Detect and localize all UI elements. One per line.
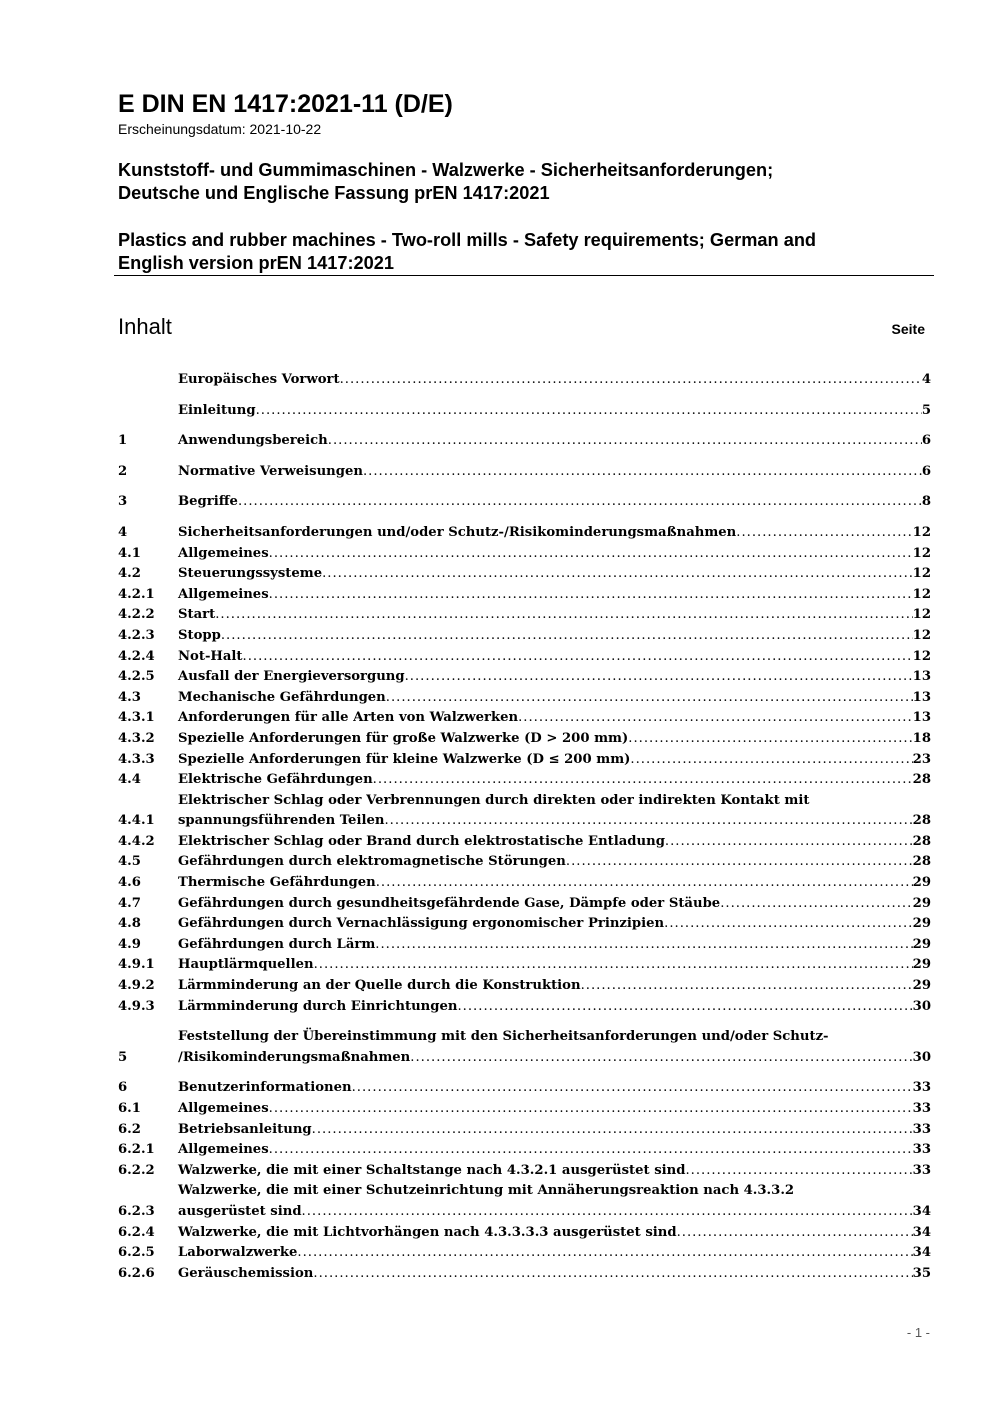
- toc-entry-line: [178, 401, 931, 422]
- toc-leader-dots: [363, 462, 922, 483]
- toc-entry-title: Benutzerinformationen: [178, 1080, 352, 1096]
- toc-entry-title: Allgemeines: [178, 1101, 269, 1116]
- toc-entry[interactable]: [118, 688, 931, 709]
- toc-entry-body: [178, 976, 931, 997]
- toc-entry-body: [178, 750, 931, 771]
- toc-entry-body: [178, 770, 931, 791]
- toc-entry-title: Begriffe: [178, 494, 238, 510]
- toc-entry-body: [178, 935, 931, 956]
- toc-entry[interactable]: [118, 1264, 931, 1285]
- toc-entry-page: 8: [921, 494, 931, 510]
- publication-date: Erscheinungsdatum: 2021-10-22: [118, 121, 322, 137]
- toc-entry-body: [178, 708, 931, 729]
- toc-entry-line: [178, 667, 931, 688]
- toc-entry-page: 29: [912, 916, 931, 932]
- toc-leader-dots: [665, 832, 913, 853]
- toc-leader-dots: [630, 750, 912, 771]
- toc-entry-number: 4.7: [118, 895, 141, 911]
- toc-entry-page: 23: [912, 751, 931, 767]
- toc-entry-page: 33: [912, 1162, 931, 1178]
- toc-entry-title: Normative Verweisungen: [178, 463, 363, 479]
- toc-entry-page: 29: [912, 895, 931, 911]
- toc-entry[interactable]: [118, 401, 931, 422]
- toc-entry-line: [178, 1120, 931, 1141]
- title-english-line: English version prEN 1417:2021: [118, 253, 394, 273]
- toc-entry-title: Anwendungsbereich: [178, 433, 328, 449]
- toc-entry[interactable]: [118, 935, 931, 956]
- toc-entry-page: 13: [912, 669, 931, 685]
- toc-entry-title: Allgemeines: [178, 545, 269, 561]
- toc-entry-number: 3: [118, 494, 128, 510]
- toc-entry-number: 4.9: [118, 936, 141, 952]
- toc-leader-dots: [269, 585, 913, 606]
- toc-entry[interactable]: [118, 1243, 931, 1264]
- toc-entry-line: [178, 708, 931, 729]
- toc-entry-page: 29: [912, 978, 931, 994]
- toc-entry-body: [178, 431, 931, 452]
- toc-entry-title: Gefährdungen durch Vernachlässigung ergonomischer Prinzipien: [178, 916, 665, 932]
- toc-entry-title: Betriebsanleitung: [178, 1121, 312, 1137]
- toc-leader-dots: [410, 1048, 912, 1069]
- toc-entry-line: [178, 647, 931, 668]
- toc-entry[interactable]: [118, 1120, 931, 1141]
- toc-entry-body: [178, 1264, 931, 1285]
- title-english: [118, 229, 816, 275]
- toc-entry-number: 4.2: [118, 566, 141, 582]
- toc-entry-number: 6.2.5: [118, 1245, 155, 1261]
- toc-leader-dots: [384, 811, 912, 832]
- toc-entry-number: 4.2.4: [118, 648, 155, 664]
- toc-entry-line: [178, 750, 931, 771]
- toc-entry[interactable]: [118, 729, 931, 750]
- toc-entry-page: 33: [912, 1142, 931, 1158]
- toc-entry-line: [178, 688, 931, 709]
- toc-entry-number: 4.5: [118, 854, 141, 870]
- page-number: - 1 -: [906, 1325, 930, 1340]
- toc-entry-page: 33: [912, 1080, 931, 1096]
- toc-leader-dots: [269, 544, 913, 565]
- toc-entry-line: [178, 564, 931, 585]
- toc-entry-page: 13: [912, 710, 931, 726]
- toc-leader-dots: [328, 431, 922, 452]
- toc-entry-line: [178, 605, 931, 626]
- toc-entry-body: [178, 647, 931, 668]
- toc-entry[interactable]: [118, 626, 931, 647]
- toc-leader-dots: [269, 1140, 913, 1161]
- toc-entry-line: [178, 523, 931, 544]
- toc-entry-body: [178, 667, 931, 688]
- toc-entry-body: [178, 564, 931, 585]
- toc-entry-page: 12: [912, 586, 931, 602]
- toc-entry[interactable]: [118, 997, 931, 1018]
- toc-entry-body: [178, 1120, 931, 1141]
- toc-entry-line: [178, 873, 931, 894]
- toc-entry-body: [178, 914, 931, 935]
- toc-entry-body: [178, 626, 931, 647]
- toc-leader-dots: [457, 997, 912, 1018]
- toc-entry-body: [178, 544, 931, 565]
- toc-entry-body: [178, 791, 931, 832]
- toc-entry-line: [178, 955, 931, 976]
- toc-entry-number: 6.2: [118, 1121, 141, 1137]
- toc-entry-number: 6.2.3: [118, 1203, 155, 1219]
- toc-entry-title: Laborwalzwerke: [178, 1245, 298, 1261]
- toc-entry-title: Elektrischer Schlag oder Verbrennungen durch direkten oder indirekten Kontakt mit: [178, 792, 810, 808]
- toc-entry-line: [178, 1161, 931, 1182]
- toc-entry-number: 4.1: [118, 545, 141, 561]
- toc-entry-body: [178, 1161, 931, 1182]
- toc-entry-title: Sicherheitsanforderungen und/oder Schutz-/Risikominderungsmaßnahmen: [178, 524, 737, 540]
- toc-entry-line: [178, 462, 931, 483]
- toc-entry-line: [178, 585, 931, 606]
- toc-entry-number: 6.2.1: [118, 1142, 155, 1158]
- toc-entry-number: 4.8: [118, 916, 141, 932]
- toc-entry-page: 28: [912, 833, 931, 849]
- toc-leader-dots: [312, 1120, 913, 1141]
- toc-entry-title: Walzwerke, die mit einer Schutzeinrichtung mit Annäherungsreaktion nach 4.3.3.2: [178, 1183, 795, 1199]
- toc-entry[interactable]: [118, 647, 931, 668]
- toc-entry-line: [178, 729, 931, 750]
- toc-entry-title: Einleitung: [178, 402, 256, 418]
- table-of-contents: [118, 370, 931, 1284]
- toc-entry[interactable]: [118, 431, 931, 452]
- toc-entry-body: [178, 729, 931, 750]
- title-german-line: Deutsche und Englische Fassung prEN 1417:2021: [118, 183, 550, 203]
- toc-leader-dots: [314, 955, 913, 976]
- toc-entry-title: Allgemeines: [178, 586, 269, 602]
- toc-entry-line: [178, 1048, 931, 1069]
- toc-leader-dots: [302, 1202, 913, 1223]
- toc-entry-number: 4: [118, 524, 128, 540]
- toc-entry-number: 4.3.3: [118, 751, 155, 767]
- toc-entry-title: Lärmminderung durch Einrichtungen: [178, 998, 458, 1014]
- toc-entry-number: 1: [118, 433, 128, 449]
- toc-entry-number: 4.4: [118, 772, 141, 788]
- toc-entry-title: Spezielle Anforderungen für kleine Walzwerke (D ≤ 200 mm): [178, 751, 631, 767]
- toc-entry-page: 34: [912, 1224, 931, 1240]
- toc-entry-page: 35: [912, 1265, 931, 1281]
- toc-entry-number: 4.3: [118, 689, 141, 705]
- toc-entry-line: [178, 492, 931, 513]
- toc-entry-page: 12: [912, 648, 931, 664]
- toc-entry-body: [178, 873, 931, 894]
- toc-leader-dots: [238, 492, 922, 513]
- toc-entry-body: [178, 1223, 931, 1244]
- toc-leader-dots: [322, 564, 913, 585]
- toc-entry[interactable]: [118, 708, 931, 729]
- toc-entry-page: 12: [912, 566, 931, 582]
- toc-leader-dots: [685, 1161, 912, 1182]
- toc-entry[interactable]: [118, 605, 931, 626]
- toc-entry-page: 29: [912, 936, 931, 952]
- toc-entry[interactable]: [118, 523, 931, 544]
- toc-leader-dots: [376, 873, 913, 894]
- toc-entry-page: 33: [912, 1121, 931, 1137]
- toc-leader-dots: [720, 894, 912, 915]
- toc-entry-line: [178, 626, 931, 647]
- toc-entry[interactable]: [118, 976, 931, 997]
- toc-entry[interactable]: [118, 832, 931, 853]
- toc-entry-number: 4.3.1: [118, 710, 155, 726]
- toc-heading: Inhalt: [118, 314, 172, 339]
- toc-entry-body: [178, 1078, 931, 1099]
- toc-entry-page: 28: [912, 854, 931, 870]
- toc-leader-dots: [256, 401, 922, 422]
- toc-entry[interactable]: [118, 1161, 931, 1182]
- toc-entry-title: Europäisches Vorwort: [178, 372, 340, 387]
- toc-entry-title: ausgerüstet sind: [178, 1203, 302, 1219]
- toc-entry[interactable]: [118, 370, 931, 391]
- toc-entry-line: [178, 370, 931, 391]
- toc-entry[interactable]: [118, 955, 931, 976]
- toc-entry-title: Steuerungssysteme: [178, 566, 323, 582]
- toc-entry-title: Elektrischer Schlag oder Brand durch elektrostatische Entladung: [178, 833, 665, 849]
- toc-leader-dots: [373, 770, 913, 791]
- title-german-line: Kunststoff- und Gummimaschinen - Walzwerke - Sicherheitsanforderungen;: [118, 160, 774, 180]
- toc-entry-line: [178, 1264, 931, 1285]
- toc-entry-line: [178, 1099, 931, 1120]
- toc-entry-body: [178, 894, 931, 915]
- toc-entry-line: [178, 976, 931, 997]
- toc-entry-line: [178, 770, 931, 791]
- toc-leader-dots: [628, 729, 912, 750]
- toc-leader-dots: [677, 1223, 913, 1244]
- toc-entry-line: [178, 997, 931, 1018]
- toc-entry-title: Ausfall der Energieversorgung: [178, 669, 405, 685]
- standard-id: E DIN EN 1417:2021-11 (D/E): [118, 90, 453, 118]
- toc-entry-title: Geräuschemission: [178, 1265, 314, 1281]
- toc-entry-page: 29: [912, 875, 931, 891]
- toc-entry-line: [178, 894, 931, 915]
- toc-entry-body: [178, 370, 931, 391]
- toc-entry[interactable]: [118, 770, 931, 791]
- toc-entry-title: Elektrische Gefährdungen: [178, 772, 373, 788]
- toc-leader-dots: [215, 605, 912, 626]
- toc-entry-page: 5: [921, 402, 931, 418]
- toc-entry-line: [178, 832, 931, 853]
- toc-entry-line: [178, 935, 931, 956]
- toc-entry[interactable]: [118, 914, 931, 935]
- toc-entry-number: 5: [118, 1049, 128, 1065]
- toc-entry-page: 18: [912, 730, 931, 746]
- toc-entry-body: [178, 462, 931, 483]
- toc-entry-title: Gefährdungen durch elektromagnetische Störungen: [178, 854, 566, 870]
- toc-entry-title: Start: [178, 607, 216, 623]
- toc-entry-page: 29: [912, 957, 931, 973]
- toc-entry[interactable]: [118, 791, 931, 832]
- toc-entry-page: 12: [912, 524, 931, 540]
- toc-entry-body: [178, 605, 931, 626]
- toc-entry-title: Not-Halt: [178, 648, 243, 664]
- toc-entry-number: 6.2.4: [118, 1224, 155, 1240]
- toc-entry-page: 34: [912, 1245, 931, 1261]
- toc-entry-page: 12: [912, 607, 931, 623]
- toc-entry-body: [178, 523, 931, 544]
- toc-entry-number: 4.4.1: [118, 813, 155, 829]
- toc-entry-body: [178, 1181, 931, 1222]
- toc-entry-number: 2: [118, 463, 128, 479]
- toc-entry-title: Anforderungen für alle Arten von Walzwerken: [178, 710, 519, 726]
- toc-entry-page: 28: [912, 772, 931, 788]
- toc-entry-number: 6.2.6: [118, 1265, 155, 1281]
- toc-entry-page: 12: [912, 627, 931, 643]
- toc-entry-body: [178, 997, 931, 1018]
- toc-entry[interactable]: [118, 1078, 931, 1099]
- toc-entry[interactable]: [118, 750, 931, 771]
- toc-entry-title: Thermische Gefährdungen: [178, 875, 376, 891]
- toc-entry-body: [178, 1099, 931, 1120]
- toc-entry-title: Stopp: [178, 627, 221, 643]
- toc-entry-title: Mechanische Gefährdungen: [178, 689, 386, 705]
- toc-entry[interactable]: [118, 852, 931, 873]
- toc-entry[interactable]: [118, 1027, 931, 1068]
- toc-leader-dots: [221, 626, 913, 647]
- toc-entry[interactable]: [118, 1140, 931, 1161]
- toc-entry[interactable]: [118, 1099, 931, 1120]
- toc-entry[interactable]: [118, 492, 931, 513]
- toc-entry[interactable]: [118, 564, 931, 585]
- toc-leader-dots: [518, 708, 913, 729]
- toc-entry-number: 4.9.3: [118, 998, 155, 1014]
- toc-entry[interactable]: [118, 667, 931, 688]
- toc-entry-body: [178, 492, 931, 513]
- title-german: [118, 159, 773, 205]
- toc-leader-dots: [386, 688, 913, 709]
- toc-entry-body: [178, 585, 931, 606]
- toc-entry-page: 34: [912, 1203, 931, 1219]
- toc-entry-page: 4: [921, 372, 931, 387]
- toc-entry-line: [178, 1243, 931, 1264]
- toc-entry-line: [178, 791, 931, 812]
- toc-entry-line: [178, 1027, 931, 1048]
- toc-entry-line: [178, 1223, 931, 1244]
- toc-entry-body: [178, 1243, 931, 1264]
- toc-entry-page: 6: [921, 463, 931, 479]
- toc-leader-dots: [405, 667, 913, 688]
- toc-entry-body: [178, 852, 931, 873]
- toc-leader-dots: [566, 852, 913, 873]
- toc-entry-page: 6: [921, 433, 931, 449]
- toc-entry-body: [178, 688, 931, 709]
- toc-entry-number: 4.2.3: [118, 627, 155, 643]
- toc-entry-page: 33: [912, 1101, 931, 1116]
- toc-entry-title: Walzwerke, die mit einer Schaltstange nach 4.3.2.1 ausgerüstet sind: [178, 1162, 686, 1178]
- toc-entry-title: Walzwerke, die mit Lichtvorhängen nach 4.3.3.3.3 ausgerüstet sind: [178, 1224, 677, 1240]
- toc-entry-number: 4.6: [118, 875, 141, 891]
- toc-leader-dots: [664, 914, 913, 935]
- toc-entry-number: 6.2.2: [118, 1162, 155, 1178]
- toc-entry-number: 4.9.1: [118, 957, 155, 973]
- toc-leader-dots: [340, 370, 922, 391]
- toc-entry[interactable]: [118, 894, 931, 915]
- toc-entry-number: 6: [118, 1080, 128, 1096]
- toc-entry-body: [178, 401, 931, 422]
- title-english-line: Plastics and rubber machines - Two-roll mills - Safety requirements; German and: [118, 230, 817, 250]
- toc-entry-line: [178, 914, 931, 935]
- toc-entry-page: 28: [912, 813, 931, 829]
- toc-entry[interactable]: [118, 873, 931, 894]
- toc-entry-page: 30: [912, 1049, 931, 1065]
- toc-entry-page: 13: [912, 689, 931, 705]
- toc-entry-line: [178, 852, 931, 873]
- toc-entry-title: spannungsführenden Teilen: [178, 813, 385, 829]
- toc-entry-number: 4.2.1: [118, 586, 155, 602]
- toc-entry-number: 4.3.2: [118, 730, 155, 746]
- toc-leader-dots: [736, 523, 912, 544]
- toc-leader-dots: [581, 976, 913, 997]
- toc-entry-line: [178, 1078, 931, 1099]
- toc-leader-dots: [297, 1243, 912, 1264]
- toc-entry-title: Hauptlärmquellen: [178, 957, 314, 973]
- toc-entry[interactable]: [118, 544, 931, 565]
- toc-entry-line: [178, 1202, 931, 1223]
- toc-entry[interactable]: [118, 1181, 931, 1222]
- toc-entry-body: [178, 832, 931, 853]
- toc-leader-dots: [352, 1078, 913, 1099]
- toc-entry-number: 6.1: [118, 1101, 141, 1116]
- toc-entry-page: 12: [912, 545, 931, 561]
- toc-entry[interactable]: [118, 1223, 931, 1244]
- toc-leader-dots: [269, 1099, 913, 1120]
- toc-leader-dots: [243, 647, 913, 668]
- toc-entry-line: [178, 431, 931, 452]
- toc-entry-number: 4.2.5: [118, 669, 155, 685]
- toc-entry-line: [178, 544, 931, 565]
- toc-entry-number: 4.2.2: [118, 607, 155, 623]
- toc-entry-title: Spezielle Anforderungen für große Walzwerke (D > 200 mm): [178, 730, 629, 746]
- toc-entry-number: 4.4.2: [118, 833, 155, 849]
- toc-entry-line: [178, 811, 931, 832]
- toc-entry[interactable]: [118, 585, 931, 606]
- toc-entry-body: [178, 1027, 931, 1068]
- toc-entry-line: [178, 1181, 931, 1202]
- toc-entry-title: Gefährdungen durch Lärm: [178, 936, 376, 952]
- toc-page-column-label: Seite: [891, 321, 925, 337]
- toc-entry-body: [178, 955, 931, 976]
- toc-entry-title: /Risikominderungsmaßnahmen: [178, 1049, 411, 1065]
- toc-entry-title: Gefährdungen durch gesundheitsgefährdende Gase, Dämpfe oder Stäube: [178, 895, 721, 911]
- toc-entry-title: Allgemeines: [178, 1142, 269, 1158]
- toc-entry-line: [178, 1140, 931, 1161]
- toc-entry-body: [178, 1140, 931, 1161]
- toc-entry-page: 30: [912, 998, 931, 1014]
- toc-entry-title: Feststellung der Übereinstimmung mit den Sicherheitsanforderungen und/oder Schutz-: [178, 1029, 829, 1045]
- toc-entry-title: Lärmminderung an der Quelle durch die Konstruktion: [178, 978, 581, 994]
- toc-leader-dots: [313, 1264, 912, 1285]
- toc-leader-dots: [375, 935, 912, 956]
- toc-entry[interactable]: [118, 462, 931, 483]
- title-divider: [114, 275, 934, 276]
- toc-entry-number: 4.9.2: [118, 978, 155, 994]
